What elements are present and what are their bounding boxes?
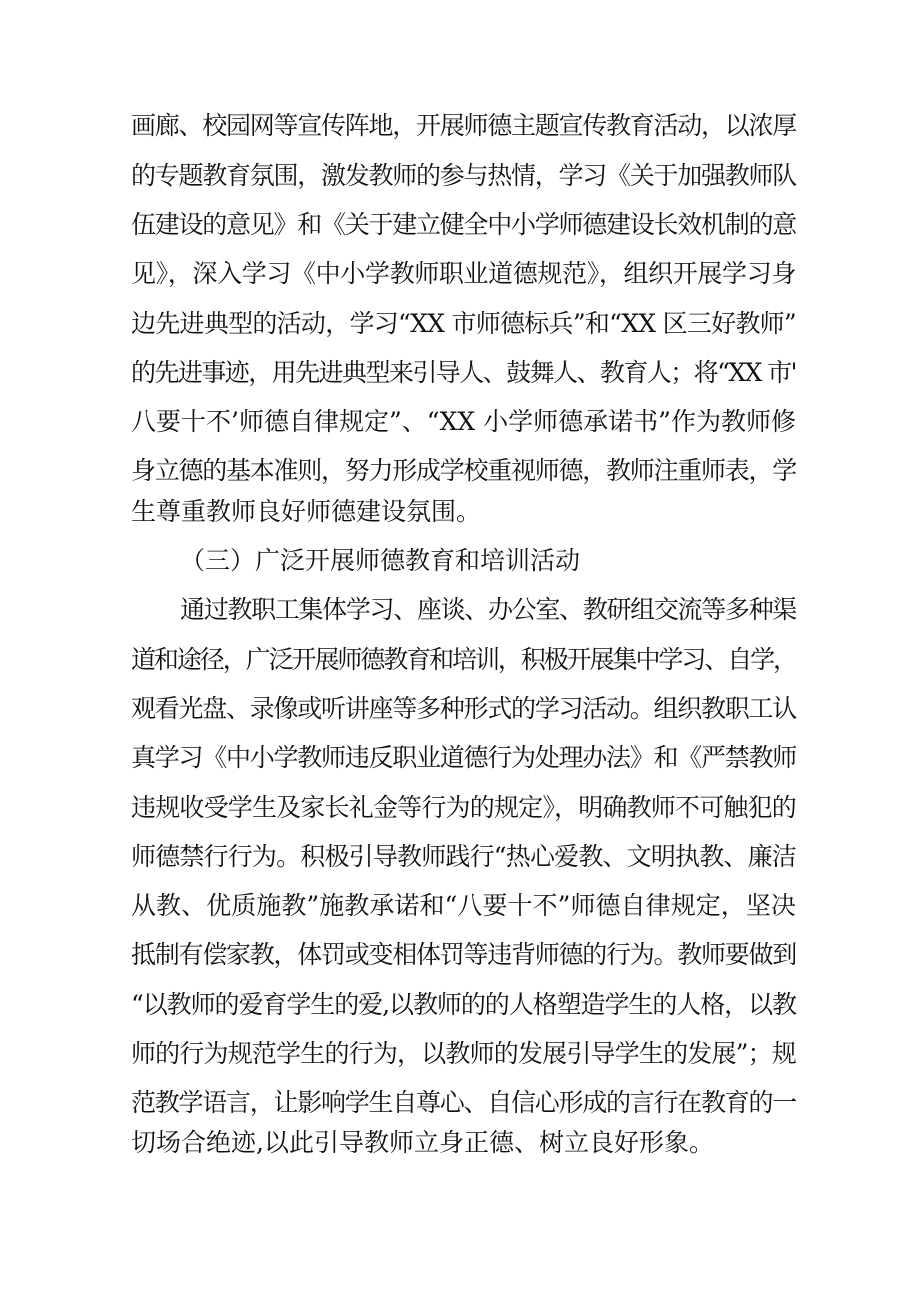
section-heading: （三）广泛开展师德教育和培训活动 bbox=[180, 546, 581, 575]
text-line: 的专题教育氛围，激发教师的参与热情，学习《关于加强教师队 bbox=[131, 161, 796, 190]
text-line: 师德禁行行为。积极引导教师践行“热心爱教、文明执教、廉洁 bbox=[131, 842, 796, 871]
text-line: 边先进典型的活动，学习“XX 市师德标兵”和“XX 区三好教师” bbox=[131, 309, 796, 338]
text-line: 师的行为规范学生的行为，以教师的发展引导学生的发展”；规 bbox=[131, 1039, 796, 1068]
text-line: 道和途径，广泛开展师德教育和培训，积极开展集中学习、自学， bbox=[131, 645, 796, 674]
text-line: 生尊重教师良好师德建设氛围。 bbox=[131, 497, 482, 526]
text-line: 违规收受学生及家长礼金等行为的规定》，明确教师不可触犯的 bbox=[131, 793, 796, 822]
text-line: “以教师的爱育学生的爱,以教师的的人格塑造学生的人格，以教 bbox=[131, 990, 796, 1019]
text-line: 观看光盘、录像或听讲座等多种形式的学习活动。组织教职工认 bbox=[131, 694, 796, 723]
text-line: 见》，深入学习《中小学教师职业道德规范》，组织开展学习身 bbox=[131, 259, 796, 288]
text-line: 抵制有偿家教，体罚或变相体罚等违背师德的行为。教师要做到 bbox=[131, 940, 796, 969]
text-line: 切场合绝迹,以此引导教师立身正德、树立良好形象。 bbox=[131, 1128, 714, 1157]
text-line: 身立德的基本准则，努力形成学校重视师德，教师注重师表，学 bbox=[131, 456, 796, 485]
text-line: 真学习《中小学教师违反职业道德行为处理办法》和《严禁教师 bbox=[131, 743, 796, 772]
text-line: 从教、优质施教”施教承诺和“八要十不”师德自律规定，坚决 bbox=[131, 891, 796, 920]
text-line: 伍建设的意见》和《关于建立健全中小学师德建设长效机制的意 bbox=[131, 210, 796, 239]
text-line: 画廊、校园网等宣传阵地，开展师德主题宣传教育活动，以浓厚 bbox=[131, 111, 796, 140]
text-line: 八要十不’师德自律规定”、“XX 小学师德承诺书”作为教师修 bbox=[131, 407, 796, 436]
text-line: 通过教职工集体学习、座谈、办公室、教研组交流等多种渠 bbox=[180, 595, 796, 624]
text-line: 的先进事迹，用先进典型来引导人、鼓舞人、教育人；将“XX 市' bbox=[131, 358, 796, 387]
text-line: 范教学语言，让影响学生自尊心、自信心形成的言行在教育的一 bbox=[131, 1088, 796, 1117]
